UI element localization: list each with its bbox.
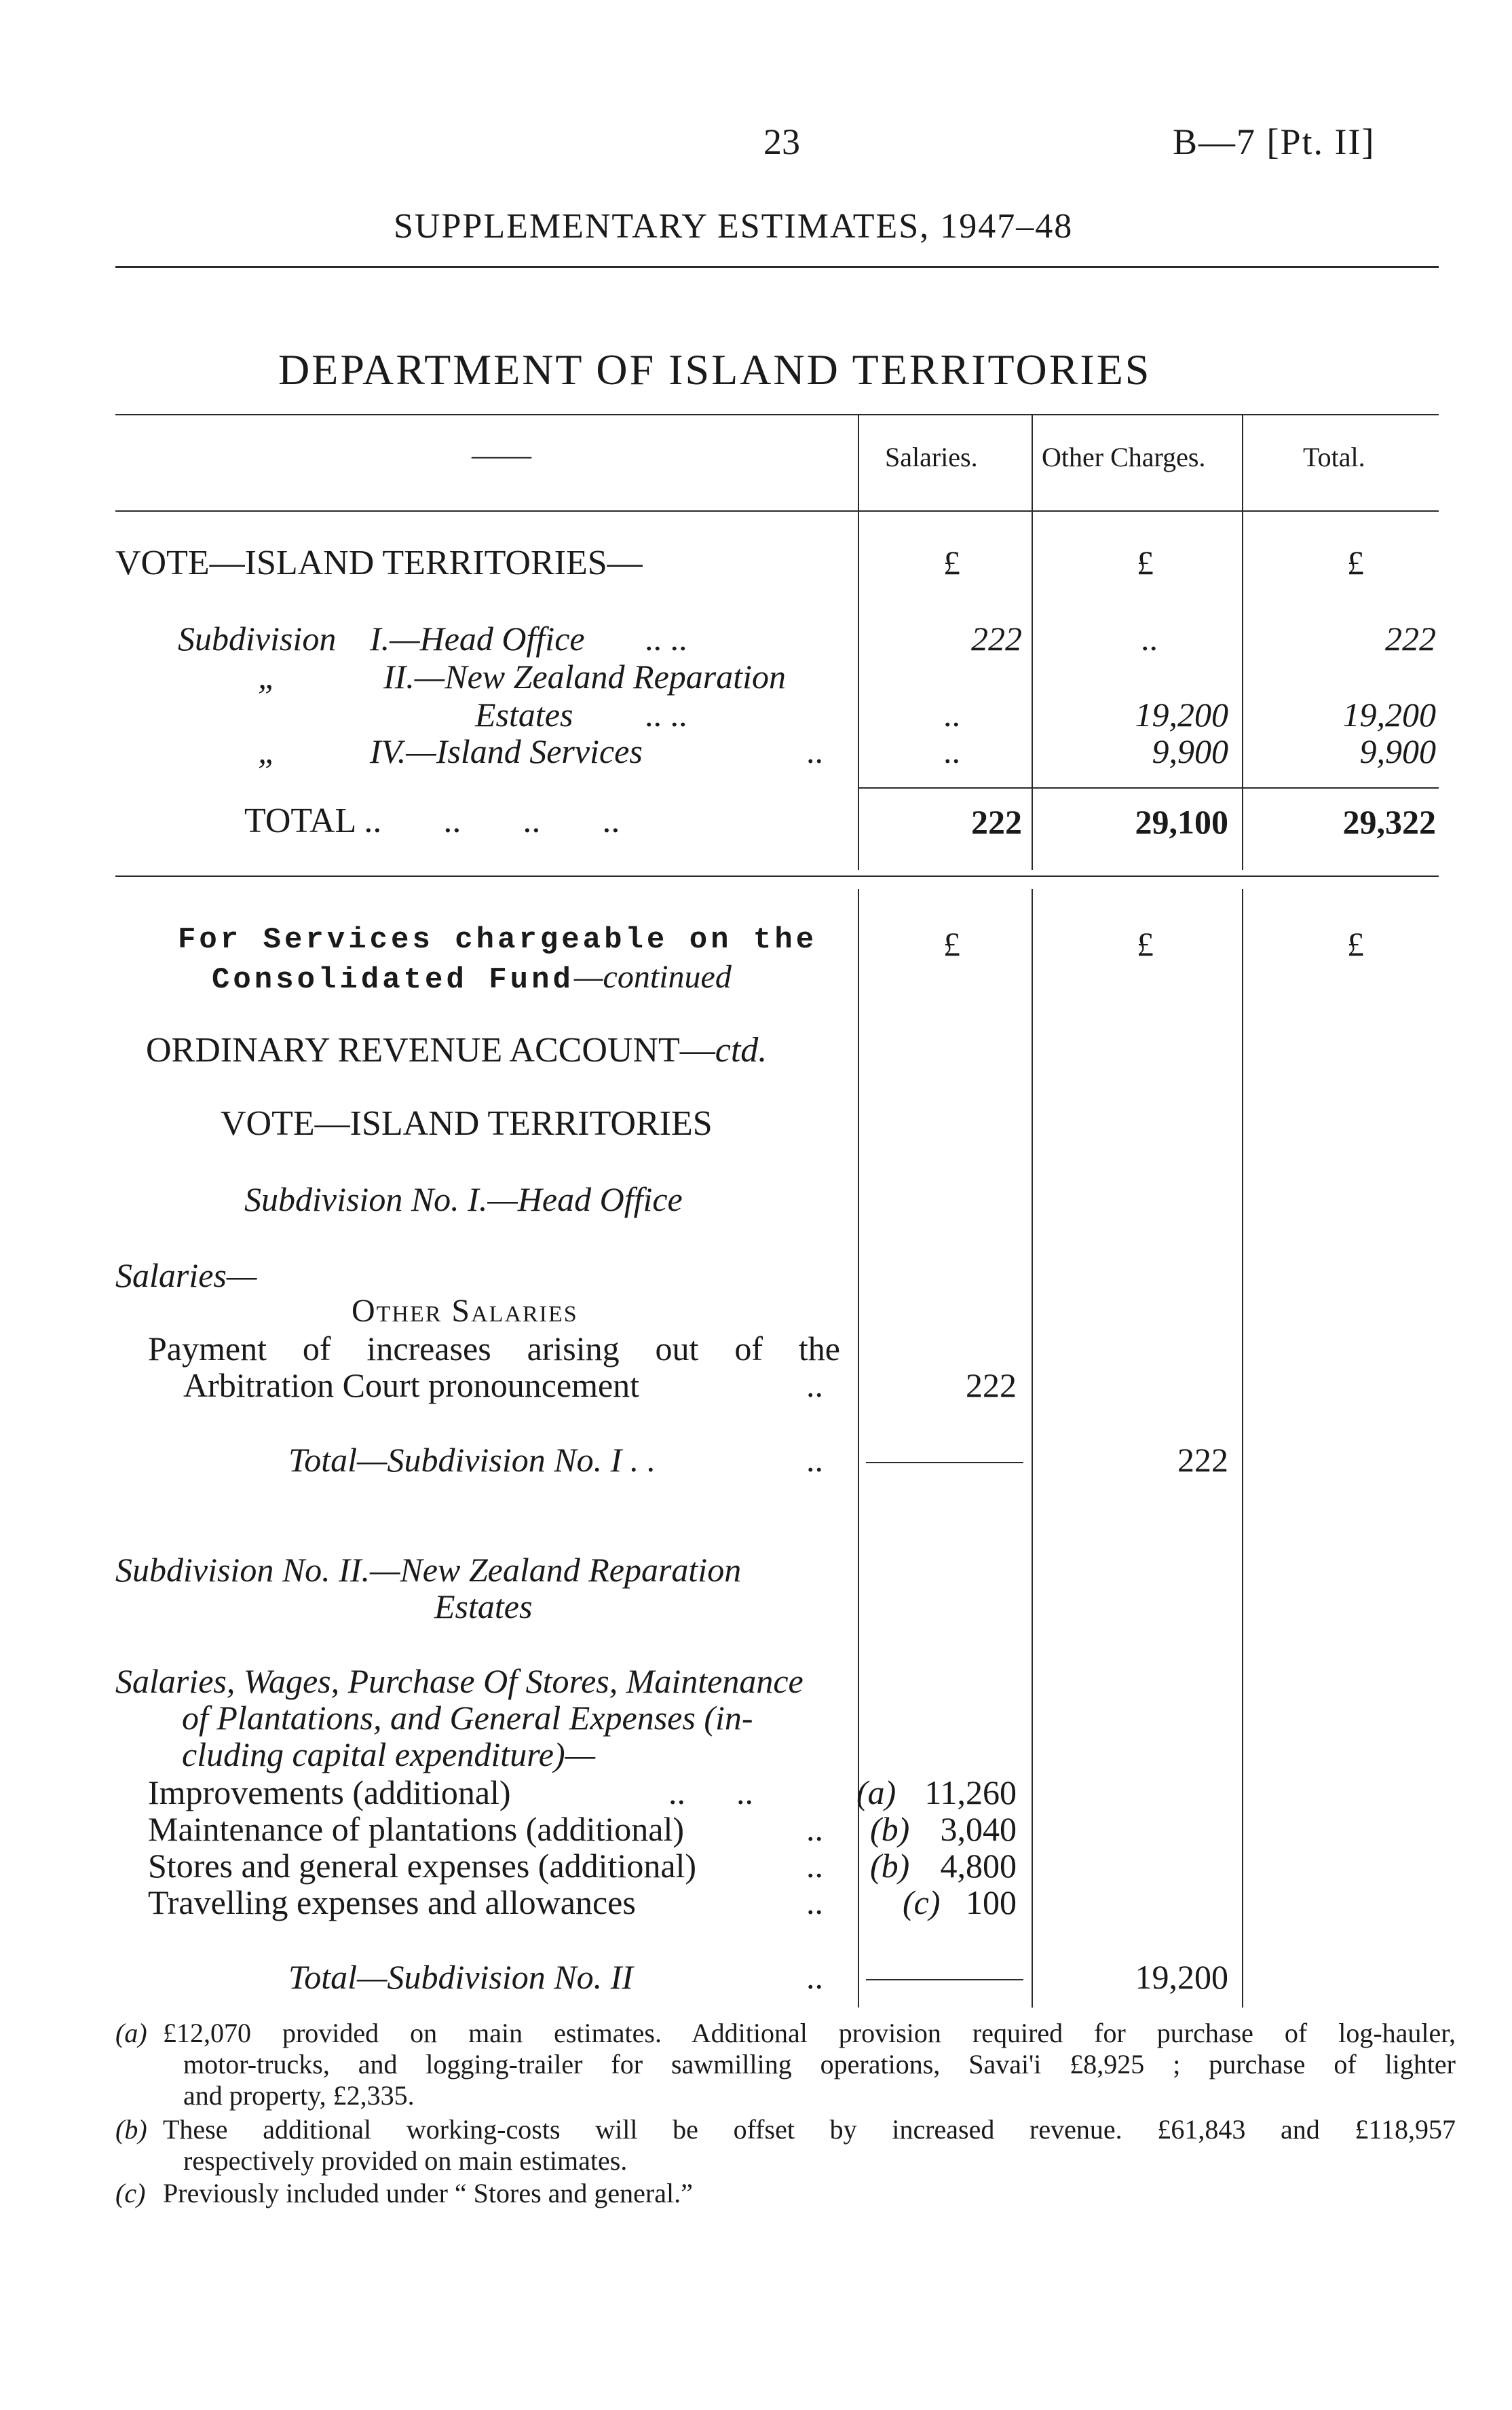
item-label: Travelling expenses and allowances: [148, 1883, 636, 1921]
leader-dots: ..: [806, 732, 823, 770]
item-value: 100: [966, 1883, 1017, 1921]
item-footnote-mark: (b): [870, 1810, 910, 1848]
summary-row-salaries: 222: [971, 620, 1022, 658]
summary-row-subdivision: I.—Head Office: [370, 620, 585, 658]
footnote-a-line2: motor-trucks, and logging-trailer for sawmilling operations, Savai'i £8,925 ; purchase of lighter: [183, 2049, 1456, 2079]
column-header-total: Total.: [1303, 442, 1365, 472]
summary-row-subdivision: IV.—Island Services: [370, 732, 643, 770]
summary-row-total: 19,200: [1342, 696, 1436, 734]
leader-dots: ..: [806, 1958, 823, 1996]
summary-vote-title: VOTE—ISLAND TERRITORIES—: [115, 544, 643, 582]
leader-dots: ..: [806, 1441, 823, 1479]
item-label: Stores and general expenses (additional): [148, 1847, 697, 1885]
currency-other: £: [1137, 925, 1154, 963]
column-separator: [1242, 415, 1243, 870]
summary-row-other: 9,900: [1152, 732, 1228, 770]
column-header-description: ——: [472, 438, 531, 472]
department-title: DEPARTMENT OF ISLAND TERRITORIES: [278, 345, 1152, 394]
payment-description-line1: Payment of increases arising out of the: [148, 1330, 840, 1368]
summary-row-subdivision-cont: Estates: [475, 696, 573, 734]
item-label: Maintenance of plantations (additional): [148, 1810, 685, 1848]
item-value: 3,040: [940, 1810, 1017, 1848]
subtotal-rule: [866, 1462, 1023, 1463]
continued-label: —continued: [573, 959, 732, 995]
footnote-c-mark: (c): [115, 2178, 146, 2208]
summary-total-label: TOTAL .. .. .. ..: [244, 802, 620, 840]
column-separator: [1242, 889, 1243, 2008]
ctd-label: ctd.: [715, 1031, 768, 1070]
document-reference: B—7 [Pt. II]: [1173, 121, 1376, 162]
total-subdivision-2-label: Total—Subdivision No. II: [288, 1958, 633, 1996]
chargeable-heading-line2: [212, 958, 732, 997]
summary-row-label: „: [258, 732, 277, 770]
subdivision-2-description-line3: cluding capital expenditure)—: [182, 1735, 596, 1773]
total-subdivision-1-label: Total—Subdivision No. I . .: [288, 1441, 656, 1479]
column-separator: [1032, 415, 1033, 870]
other-salaries-label: Other Salaries: [352, 1293, 578, 1329]
leader-dots: .. ..: [645, 696, 687, 734]
item-footnote-mark: (c): [903, 1883, 941, 1921]
item-footnote-mark: (a): [856, 1773, 896, 1811]
summary-row-total: 9,900: [1359, 732, 1436, 770]
currency-total: £: [1347, 925, 1364, 963]
payment-salaries-value: 222: [966, 1366, 1017, 1404]
column-header-salaries: Salaries.: [885, 442, 978, 472]
currency-salaries: £: [943, 925, 960, 963]
item-label: Improvements (additional): [148, 1773, 511, 1811]
subtotal-rule: [866, 1979, 1023, 1980]
footnote-a-line1: £12,070 provided on main estimates. Additional provision required for purchase of log-hauler,: [163, 2018, 1456, 2048]
leader-dots: ..: [806, 1883, 823, 1921]
summary-row-other: 19,200: [1135, 696, 1228, 734]
vote-heading: VOTE—ISLAND TERRITORIES: [221, 1104, 713, 1143]
leader-dots: ..: [806, 1847, 823, 1885]
table-top-rule: [115, 414, 1439, 415]
summary-total-other: 29,100: [1135, 803, 1228, 841]
footnote-a-line3: and property, £2,335.: [183, 2080, 415, 2111]
summary-total-total: 29,322: [1342, 803, 1436, 841]
footnote-a-mark: (a): [115, 2018, 147, 2048]
footnote-b-mark: (b): [115, 2114, 147, 2145]
column-header-other-charges: Other Charges.: [1042, 442, 1206, 472]
salaries-label: Salaries—: [115, 1256, 257, 1294]
currency-other: £: [1137, 544, 1154, 582]
footnote-b-line1: These additional working-costs will be offset by increased revenue. £61,843 and £118,957: [163, 2114, 1456, 2145]
summary-row-other: ..: [1141, 620, 1158, 658]
footnote-c-line1: Previously included under “ Stores and general.”: [163, 2178, 693, 2208]
leader-dots: ..: [806, 1810, 823, 1848]
summary-row-label: Subdivision: [178, 620, 337, 658]
table-header-rule: [115, 510, 1439, 512]
ordinary-revenue-heading: [146, 1030, 767, 1070]
item-value: 4,800: [940, 1847, 1017, 1885]
column-separator: [858, 415, 859, 870]
total-subdivision-2-value: 19,200: [1135, 1958, 1228, 1996]
currency-salaries: £: [943, 544, 960, 582]
summary-row-subdivision: II.—New Zealand Reparation: [383, 658, 787, 696]
footnote-b-line2: respectively provided on main estimates.: [183, 2145, 628, 2176]
subdivision-1-heading: Subdivision No. I.—Head Office: [244, 1180, 683, 1218]
subdivision-2-description-line1: Salaries, Wages, Purchase Of Stores, Maintenance: [115, 1662, 804, 1700]
page-title: SUPPLEMENTARY ESTIMATES, 1947–48: [394, 207, 1074, 246]
summary-row-total: 222: [1385, 620, 1436, 658]
currency-total: £: [1347, 544, 1364, 582]
header-rule: [115, 266, 1439, 268]
item-value: 11,260: [924, 1773, 1017, 1811]
subdivision-2-description-line2: of Plantations, and General Expenses (in-: [182, 1699, 753, 1737]
leader-dots: .. ..: [645, 620, 687, 658]
summary-row-salaries: ..: [943, 696, 960, 734]
subdivision-2-heading-line1: Subdivision No. II.—New Zealand Reparation: [115, 1551, 742, 1589]
column-separator: [1032, 889, 1033, 2008]
summary-row-label: „: [258, 658, 277, 696]
page-number: 23: [763, 121, 800, 162]
chargeable-heading-line1: For Services chargeable on the: [178, 923, 818, 957]
subtotal-rule: [858, 787, 1439, 789]
total-subdivision-1-value: 222: [1177, 1441, 1228, 1479]
summary-row-salaries: ..: [943, 732, 960, 770]
leader-dots: .. ..: [668, 1773, 753, 1811]
leader-dots: ..: [806, 1366, 823, 1404]
summary-total-salaries: 222: [971, 803, 1022, 841]
column-separator: [858, 889, 859, 2008]
subdivision-2-heading-line2: Estates: [434, 1587, 533, 1625]
section-divider-rule: [115, 875, 1439, 877]
consolidated-fund-label: Consolidated Fund: [212, 963, 574, 997]
item-footnote-mark: (b): [870, 1847, 910, 1885]
payment-description-line2: Arbitration Court pronouncement: [183, 1366, 640, 1404]
ordinary-revenue-label: ORDINARY REVENUE ACCOUNT—: [146, 1031, 715, 1070]
